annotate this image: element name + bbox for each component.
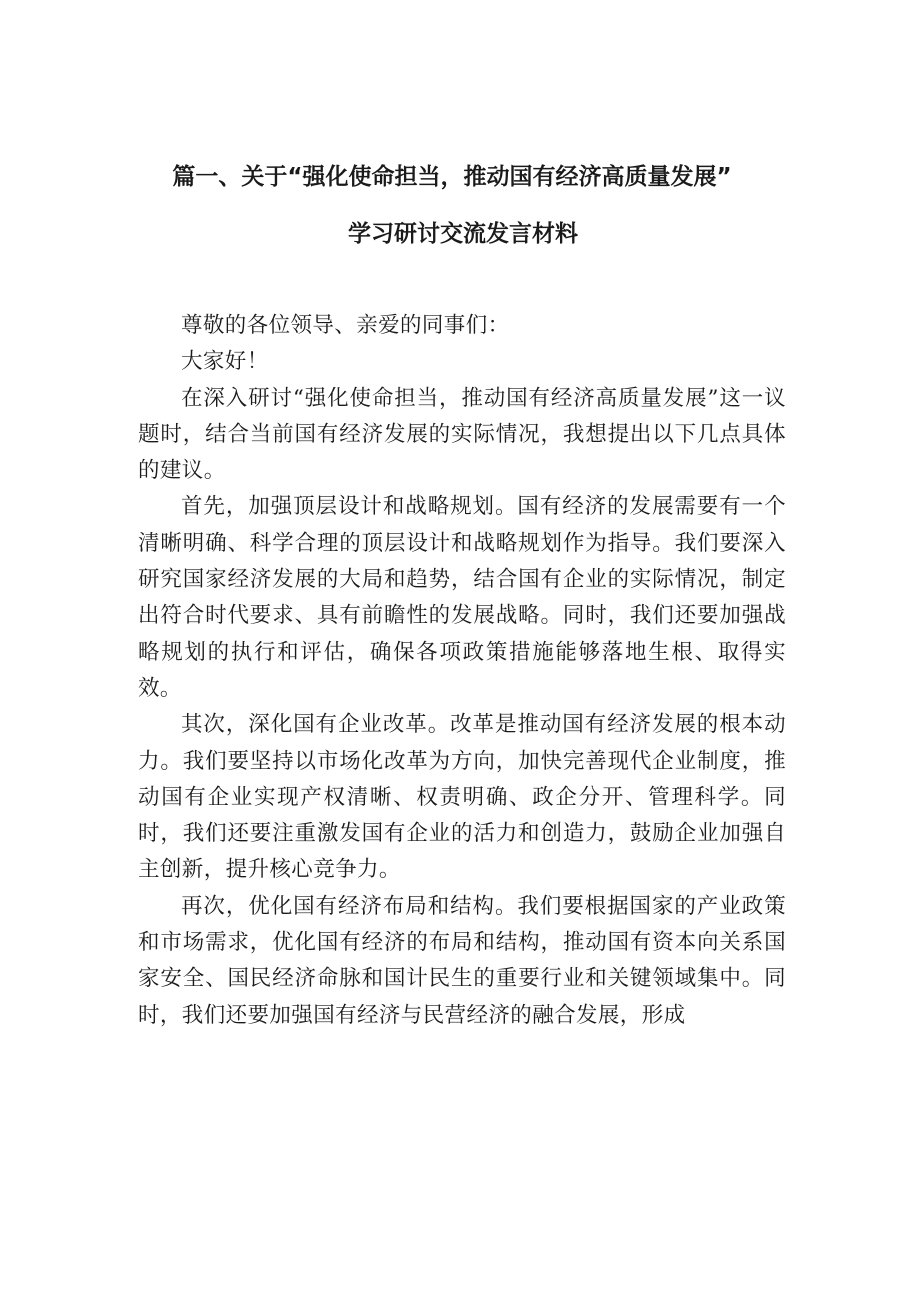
body-paragraph-second: 其次，深化国有企业改革。改革是推动国有经济发展的根本动力。我们要坚持以市场化改革为方向，加快完善现代企业制度，推动国有企业实现产权清晰、权责明确、政企分开、管理科学。同时，我们还要注重激发国有企业的活力和创造力，鼓励企业加强自主创新，提升核心竞争力。	[138, 712, 786, 883]
body-paragraph-first: 首先，加强顶层设计和战略规划。国有经济的发展需要有一个清晰明确、科学合理的顶层设计和战略规划作为指导。我们要深入研究国家经济发展的大局和趋势，结合国有企业的实际情况，制定出符合时代要求、具有前瞻性的发展战略。同时，我们还要加强战略规划的执行和评估，确保各项政策措施能够落地生根、取得实效。	[138, 494, 786, 701]
salutation-paragraph: 尊敬的各位领导、亲爱的同事们：	[181, 313, 510, 338]
intro-paragraph: 在深入研讨“强化使命担当，推动国有经济高质量发展”这一议题时，结合当前国有经济发展的实际情况，我想提出以下几点具体的建议。	[138, 385, 786, 484]
greeting-paragraph: 大家好！	[181, 349, 269, 375]
body-paragraph-third: 再次，优化国有经济布局和结构。我们要根据国家的产业政策和市场需求，优化国有经济的布局和结构，推动国有资本向关系国家安全、国民经济命脉和国计民生的重要行业和关键领域集中。同时，我们还要加强国有经济与民营经济的融合发展，形成	[138, 893, 786, 1028]
document-title-line-1: 篇一、关于“强化使命担当，推动国有经济高质量发展”	[172, 164, 732, 190]
document-title-line-2: 学习研讨交流发言材料	[348, 221, 578, 247]
document-body	[138, 308, 786, 1034]
